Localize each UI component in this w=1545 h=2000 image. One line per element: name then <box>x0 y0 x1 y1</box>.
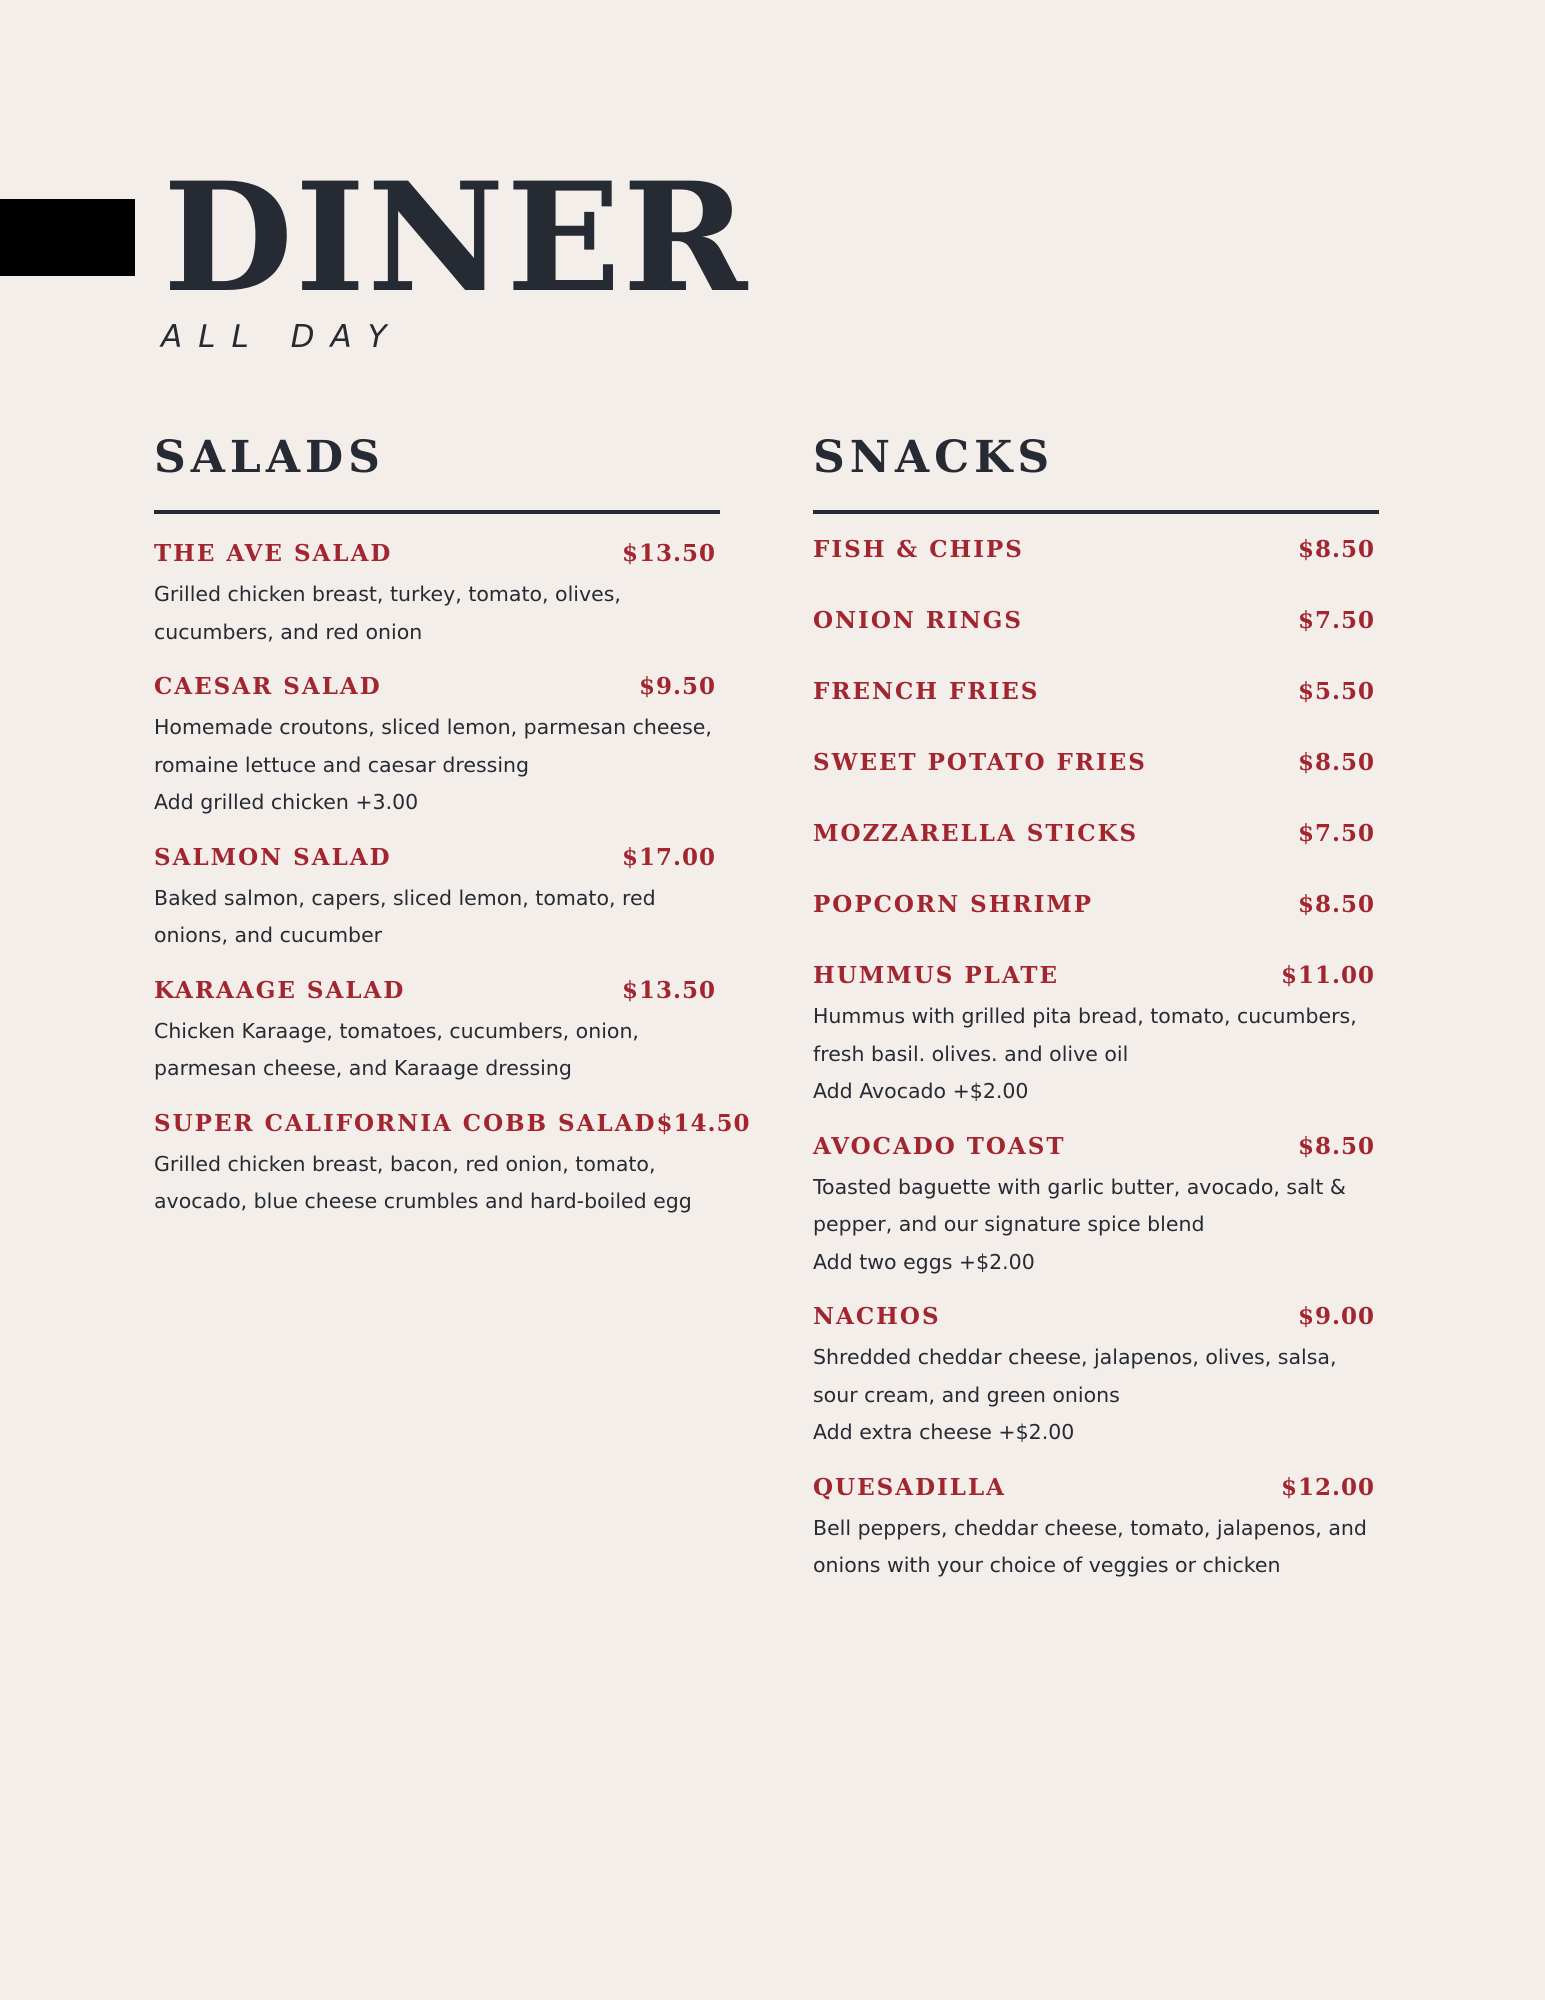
menu-item-description: Homemade croutons, sliced lemon, parmesan cheese, <box>154 715 712 739</box>
menu-item-price: $5.50 <box>1297 678 1375 705</box>
menu-item <box>154 844 720 955</box>
menu-item-name: KARAAGE SALAD <box>154 976 406 1004</box>
menu-item-name: AVOCADO TOAST <box>813 1132 1066 1160</box>
menu-title: DINER <box>163 150 750 326</box>
menu-item-description: parmesan cheese, and Karaage dressing <box>154 1056 572 1080</box>
menu-item-price: $9.50 <box>638 673 716 700</box>
menu-item-header <box>813 1303 1379 1339</box>
menu-item-description: Add Avocado +$2.00 <box>813 1079 1029 1103</box>
menu-item <box>154 540 720 651</box>
menu-item <box>813 678 1379 749</box>
menu-item <box>813 1303 1379 1452</box>
menu-item-header <box>813 536 1379 572</box>
menu-item-header <box>813 749 1379 785</box>
menu-item-price: $14.50 <box>656 1109 751 1137</box>
menu-item <box>813 820 1379 891</box>
menu-item-header <box>813 820 1379 856</box>
menu-item-description: Baked salmon, capers, sliced lemon, tomato, red <box>154 885 656 910</box>
menu-item-price: $13.50 <box>621 540 716 567</box>
menu-item-name: POPCORN SHRIMP <box>813 891 1094 918</box>
salads-section <box>154 430 751 1243</box>
menu-item <box>154 1109 751 1221</box>
menu-item-name: FRENCH FRIES <box>813 678 1040 705</box>
menu-item-description: avocado, blue cheese crumbles and hard-boiled egg <box>154 1189 692 1213</box>
menu-item-name: MOZZARELLA STICKS <box>813 820 1139 847</box>
menu-item <box>813 891 1379 962</box>
menu-item-name: SUPER CALIFORNIA COBB SALAD <box>154 1109 657 1137</box>
menu-item-description: onions with your choice of veggies or chicken <box>813 1553 1281 1577</box>
menu-item <box>813 1133 1379 1282</box>
menu-item <box>813 536 1379 607</box>
snacks-section <box>813 430 1379 1607</box>
snacks-list <box>813 536 1379 1585</box>
menu-item <box>813 962 1379 1111</box>
menu-item-description: Add grilled chicken +3.00 <box>154 790 419 814</box>
menu-item-header <box>154 844 720 880</box>
menu-item-price: $8.50 <box>1297 891 1375 918</box>
menu-subtitle: ALL DAY <box>161 319 403 355</box>
menu-item-price: $9.00 <box>1297 1303 1375 1330</box>
menu-item-description: fresh basil. olives. and olive oil <box>813 1041 1129 1066</box>
menu-item-header <box>813 891 1379 927</box>
menu-item-name: FISH & CHIPS <box>813 536 1024 563</box>
menu-item-description: Grilled chicken breast, turkey, tomato, olives, <box>154 582 621 606</box>
menu-item-header <box>813 962 1379 998</box>
salads-divider <box>154 510 720 514</box>
menu-item-description: Shredded cheddar cheese, jalapenos, olives, salsa, <box>813 1345 1337 1369</box>
menu-item-price: $8.50 <box>1297 1132 1375 1160</box>
menu-item-description: cucumbers, and red onion <box>154 619 423 644</box>
menu-item-description: pepper, and our signature spice blend <box>813 1212 1205 1236</box>
menu-item-name: SALMON SALAD <box>154 843 392 871</box>
menu-item-description: sour cream, and green onions <box>813 1382 1120 1407</box>
menu-item-description: onions, and cucumber <box>154 923 383 947</box>
menu-item-header <box>813 607 1379 643</box>
salads-heading: SALADS <box>154 432 385 483</box>
menu-item-price: $8.50 <box>1297 536 1375 563</box>
snacks-divider <box>813 510 1379 514</box>
menu-item <box>154 977 720 1088</box>
menu-item-name: QUESADILLA <box>813 1473 1006 1501</box>
menu-item-header <box>154 540 720 576</box>
decorative-black-bar <box>0 199 135 276</box>
menu-item-description: Bell peppers, cheddar cheese, tomato, jalapenos, and <box>813 1515 1367 1540</box>
menu-item-price: $7.50 <box>1297 820 1375 847</box>
menu-item <box>154 673 720 822</box>
menu-item-price: $17.00 <box>621 843 716 871</box>
menu-item-header <box>813 678 1379 714</box>
menu-item-price: $7.50 <box>1297 607 1375 634</box>
menu-item <box>813 749 1379 820</box>
menu-item-name: CAESAR SALAD <box>154 673 382 700</box>
menu-item-description: Hummus with grilled pita bread, tomato, cucumbers, <box>813 1004 1357 1028</box>
menu-item-name: ONION RINGS <box>813 607 1024 634</box>
menu-item-description: Chicken Karaage, tomatoes, cucumbers, onion, <box>154 1018 639 1043</box>
menu-item-price: $8.50 <box>1297 749 1375 776</box>
menu-item-header <box>154 673 720 709</box>
menu-item-name: THE AVE SALAD <box>154 540 393 567</box>
menu-item-name: SWEET POTATO FRIES <box>813 749 1147 776</box>
menu-item-description: Toasted baguette with garlic butter, avocado, salt & <box>813 1174 1346 1199</box>
menu-item-name: NACHOS <box>813 1303 941 1330</box>
menu-item-price: $11.00 <box>1280 962 1375 989</box>
menu-item-name: HUMMUS PLATE <box>813 962 1060 989</box>
menu-item-description: Grilled chicken breast, bacon, red onion, tomato, <box>154 1151 656 1176</box>
menu-item-description: Add two eggs +$2.00 <box>813 1249 1035 1274</box>
menu-item <box>813 607 1379 678</box>
menu-item-header <box>154 1109 751 1146</box>
menu-item-header <box>154 977 720 1013</box>
menu-item-description: Add extra cheese +$2.00 <box>813 1420 1075 1444</box>
salads-list <box>154 540 751 1221</box>
menu-item-description: romaine lettuce and caesar dressing <box>154 752 530 777</box>
snacks-heading: SNACKS <box>813 432 1055 483</box>
menu-item-header <box>813 1474 1379 1510</box>
menu-item <box>813 1474 1379 1585</box>
menu-item-price: $13.50 <box>621 976 716 1004</box>
menu-item-price: $12.00 <box>1280 1473 1375 1501</box>
menu-item-header <box>813 1133 1379 1169</box>
